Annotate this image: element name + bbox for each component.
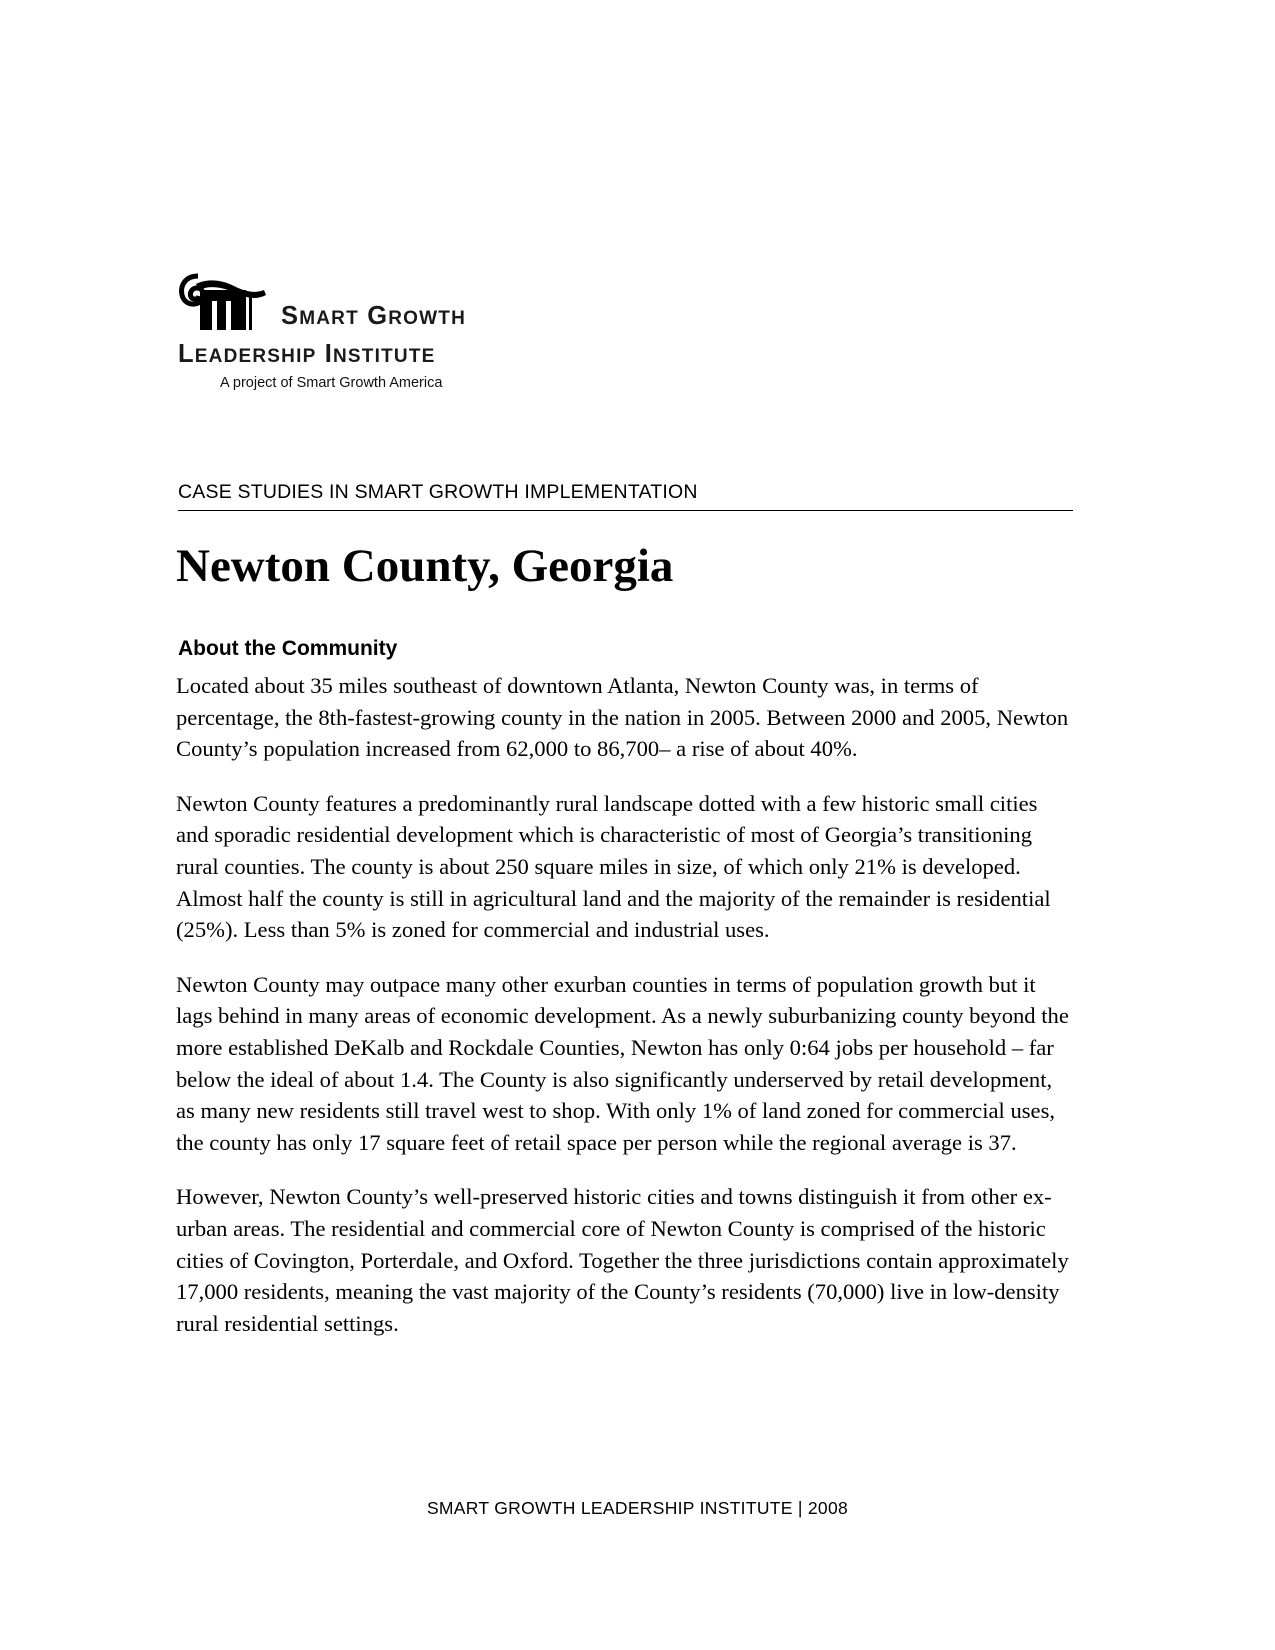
section-heading-about-the-community: About the Community [178,637,398,661]
page-footer: SMART GROWTH LEADERSHIP INSTITUTE | 2008 [426,1498,849,1518]
logo-line-1: SMART GROWTH [281,301,466,330]
body-copy [176,670,1069,1339]
organization-logo [178,268,598,391]
paragraph: However, Newton County’s well-preserved historic cities and towns distinguish it from other ex-urban areas. The residential and commercial core of Newton County is comprised of the historic cities of Covington, Porterdale, and Oxford. Together the three jurisdictions contain approximately 17,000 residents, meaning the vast majority of the County’s residents (70,000) live in low-density rural residential settings. [176,1184,1069,1336]
paragraph: Newton County may outpace many other exurban counties in terms of population growth but it lags behind in many areas of economic development. As a newly suburbanizing county beyond the more established DeKalb and Rockdale Counties, Newton has only 0:64 jobs per household – far below the ideal of about 1.4. The County is also significantly underserved by retail development, as many new residents still travel west to shop. With only 1% of land zoned for commercial uses, the county has only 17 square feet of retail space per person while the regional average is 37. [176,971,1069,1155]
paragraph: Located about 35 miles southeast of downtown Atlanta, Newton County was, in terms of percentage, the 8th-fastest-growing county in the nation in 2005. Between 2000 and 2005, Newton County’s population increased from 62,000 to 86,700– a rise of about 40%. [176,673,1069,762]
smart-growth-column-scroll-mark-icon [178,268,272,340]
page-title: Newton County, Georgia [176,540,674,593]
series-kicker: CASE STUDIES IN SMART GROWTH IMPLEMENTATION [178,481,1073,511]
logo-top-row [178,268,598,340]
logo-line-2: LEADERSHIP INSTITUTE [178,340,436,368]
paragraph: Newton County features a predominantly rural landscape dotted with a few historic small cities and sporadic residential development which is characteristic of most of Georgia’s transitioning rural counties. The county is about 250 square miles in size, of which only 21% is developed. Almost half the county is still in agricultural land and the majority of the remainder is residential (25%). Less than 5% is zoned for commercial and industrial uses. [176,790,1051,943]
logo-tagline: A project of Smart Growth America [220,374,443,391]
